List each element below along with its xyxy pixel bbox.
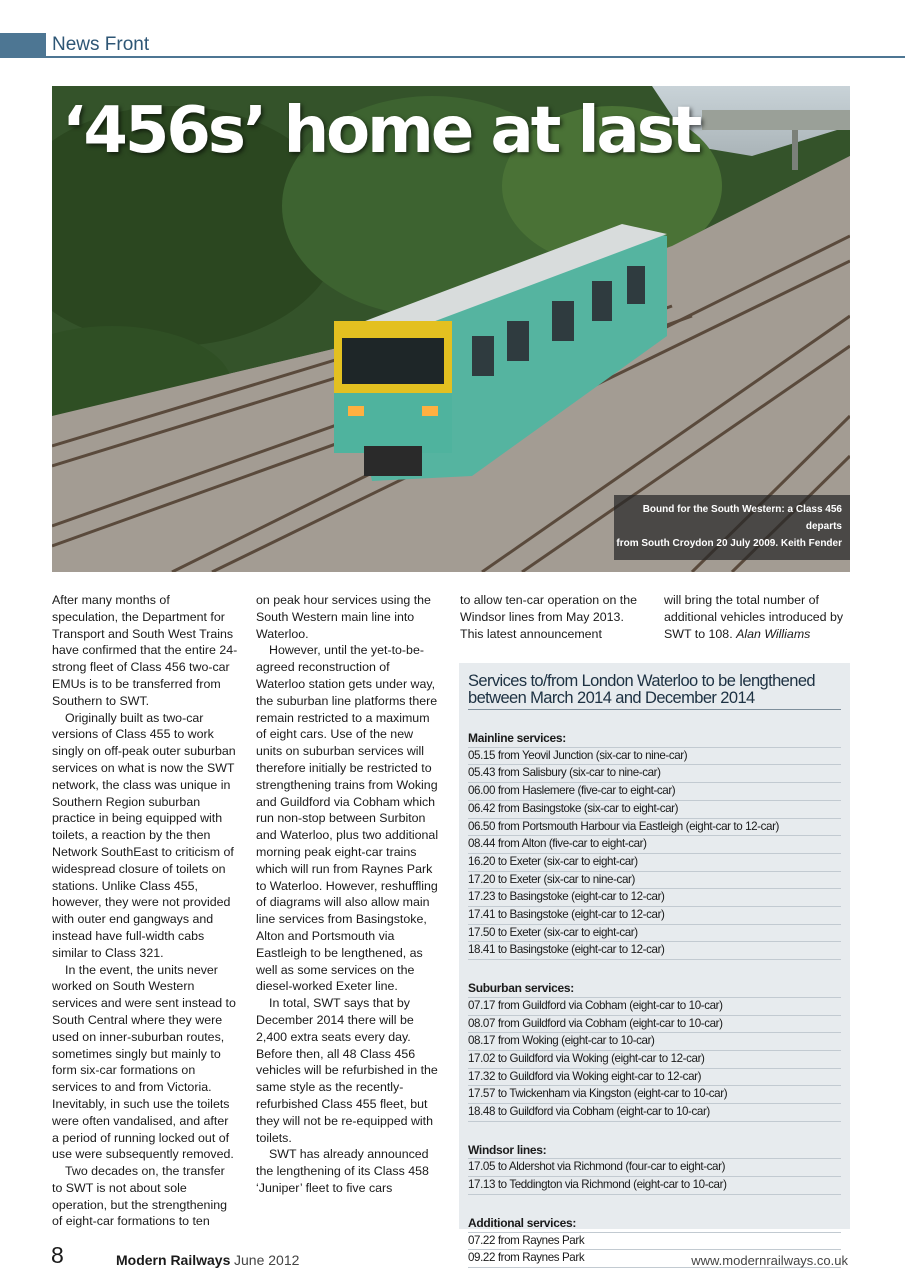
service-group-title: Mainline services: — [468, 730, 841, 748]
article-paragraph: However, until the yet-to-be-agreed reconstruction of Waterloo station gets under way, the suburban line platforms there remain restricted to a maximum of eight cars. Use of the new units on suburban services will therefore initially be restricted to strengthening trains from Woking and Guildford via Cobham which run non-stop between Surbiton and Waterloo, plus two additional morning peak eight-car trains which will run from Raynes Park to Waterloo. However, reshuffling of diagrams will also allow main line services from Basingstoke, Alton and Portsmouth via Eastleigh to be lengthened, as well as some services on the diesel-worked Exeter line. — [256, 643, 439, 994]
page-number: 8 — [51, 1242, 64, 1268]
article-paragraph: In total, SWT says that by December 2014 there will be 2,400 extra seats every day. Before then, all 48 Class 456 vehicles will be refurbished in the same style as the recently-refurbished Class 455 fleet, but they will not be re-equipped with toilets. — [256, 996, 438, 1145]
article-column-1 — [52, 592, 238, 1230]
service-row: 05.43 from Salisbury (six-car to nine-car) — [468, 765, 841, 783]
article-paragraph — [664, 592, 850, 642]
services-title-line-2: between March 2014 and December 2014 — [468, 689, 755, 707]
service-group-mainline — [468, 730, 841, 960]
caption-line-2: from South Croydon 20 July 2009. Keith Fender — [616, 538, 842, 549]
photo-caption — [614, 495, 850, 560]
service-group-title: Suburban services: — [468, 980, 841, 998]
page-footer — [0, 1242, 905, 1272]
service-row: 08.07 from Guildford via Cobham (eight-car to 10-car) — [468, 1016, 841, 1034]
article-paragraph: After many months of speculation, the Department for Transport and South West Trains have confirmed that the entire 24-strong fleet of Class 456 two-car EMUs is to be transferred from Southern to SWT. — [52, 593, 238, 708]
article-paragraph: SWT has already announced the lengthening of its Class 458 ‘Juniper’ fleet to five cars — [256, 1147, 429, 1195]
services-title — [468, 673, 841, 710]
headline: ‘456s’ home at last — [62, 94, 700, 168]
service-row: 06.00 from Haslemere (five-car to eight-car) — [468, 783, 841, 801]
article-paragraph: Originally built as two-car versions of Class 455 to work singly on off-peak outer suburban services on what is now the SWT network, the class was unique in Southern Region suburban practice in being equipped with toilets, a reaction by the then Network SouthEast to criticism of widespread closure of toilets on stations. Unlike Class 455, however, they were not provided with outer end gangways and instead have full-width cabs similar to Class 321. — [52, 710, 236, 960]
service-row: 17.02 to Guildford via Woking (eight-car to 12-car) — [468, 1051, 841, 1069]
service-group-title: Windsor lines: — [468, 1142, 841, 1160]
article-paragraph: Two decades on, the transfer to SWT is not about sole operation, but the strengthening of eight-car formations to ten — [52, 1164, 227, 1229]
service-row: 17.23 to Basingstoke (eight-car to 12-car) — [468, 889, 841, 907]
service-row: 07.22 from Raynes Park — [468, 1233, 841, 1251]
service-row: 08.17 from Woking (eight-car to 10-car) — [468, 1033, 841, 1051]
service-row: 17.41 to Basingstoke (eight-car to 12-car) — [468, 907, 841, 925]
service-row: 16.20 to Exeter (six-car to eight-car) — [468, 854, 841, 872]
service-row: 17.32 to Guildford via Woking eight-car to 12-car) — [468, 1069, 841, 1087]
section-tab — [0, 33, 46, 56]
section-rule — [0, 56, 905, 58]
service-group-windsor — [468, 1142, 841, 1195]
feature-photo — [52, 86, 850, 572]
website-url: www.modernrailways.co.uk — [691, 1253, 848, 1268]
article-paragraph: In the event, the units never worked on South Western services and were sent instead to South Central where they were used on inner-suburban routes, sometimes singly but mainly to form six-car formations on services to and from Victoria. Inevitably, in such use the toilets were often vandalised, and after a period of running locked out of use were subsequently removed. — [52, 962, 236, 1162]
author-byline: Alan Williams — [736, 626, 811, 641]
service-row: 17.05 to Aldershot via Richmond (four-car to eight-car) — [468, 1159, 841, 1177]
article-column-4 — [664, 592, 850, 642]
service-row: 17.57 to Twickenham via Kingston (eight-car to 10-car) — [468, 1086, 841, 1104]
magazine-name: Modern Railways — [116, 1252, 231, 1268]
closing-text: will bring the total number of additional vehicles introduced by SWT to 108. — [664, 593, 844, 641]
article-paragraph: to allow ten-car operation on the Windsor lines from May 2013. This latest announcement — [460, 593, 638, 641]
service-row: 06.42 from Basingstoke (six-car to eight-car) — [468, 801, 841, 819]
service-row: 17.50 to Exeter (six-car to eight-car) — [468, 925, 841, 943]
service-row: 08.44 from Alton (five-car to eight-car) — [468, 836, 841, 854]
service-row: 17.13 to Teddington via Richmond (eight-car to 10-car) — [468, 1177, 841, 1195]
service-row: 06.50 from Portsmouth Harbour via Eastleigh (eight-car to 12-car) — [468, 819, 841, 837]
caption-line-1: Bound for the South Western: a Class 456 departs — [642, 504, 842, 532]
service-row: 09.22 from Raynes Park — [468, 1250, 841, 1268]
service-row: 18.41 to Basingstoke (eight-car to 12-car) — [468, 942, 841, 960]
article-paragraph: on peak hour services using the South Western main line into Waterloo. — [256, 593, 431, 641]
article-column-3 — [460, 592, 646, 642]
service-row: 07.17 from Guildford via Cobham (eight-car to 10-car) — [468, 998, 841, 1016]
services-title-line-1: Services to/from London Waterloo to be lengthened — [468, 672, 815, 690]
section-label: News Front — [52, 34, 150, 55]
service-group-title: Additional services: — [468, 1215, 841, 1233]
section-header — [0, 33, 905, 59]
service-row: 17.20 to Exeter (six-car to nine-car) — [468, 872, 841, 890]
service-group-suburban — [468, 980, 841, 1122]
service-row: 05.15 from Yeovil Junction (six-car to nine-car) — [468, 748, 841, 766]
issue-date: June 2012 — [234, 1252, 300, 1268]
service-row: 18.48 to Guildford via Cobham (eight-car to 10-car) — [468, 1104, 841, 1122]
article-column-2 — [256, 592, 442, 1197]
